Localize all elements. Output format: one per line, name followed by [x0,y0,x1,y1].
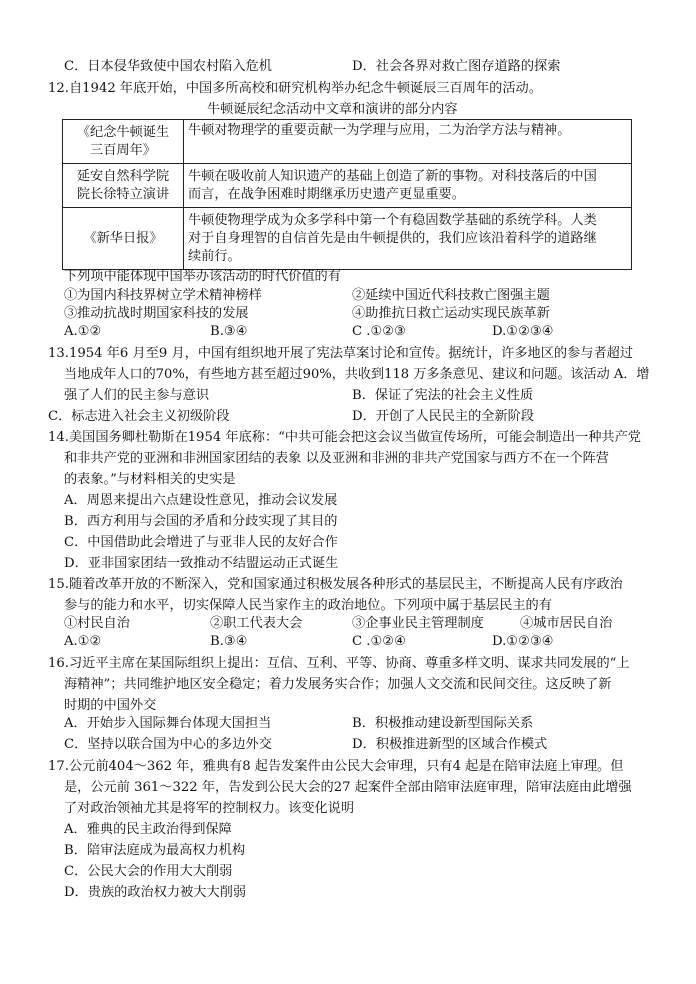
content-line: 续前行。 [188,248,241,264]
q13-option-c: C．标志进入社会主义初级阶段 [48,409,230,424]
q12-option-d: D.①②③④ [492,324,554,339]
q17-option-b: B．陪审法庭成为最高权力机构 [64,843,246,858]
q15-stem-line: 参与的能力和水平，切实保障人民当家作主的政治地位。下列项中属于基层民主的有 [64,598,552,613]
q15-item-2: ②职工代表大会 [210,616,303,631]
q12-table-caption: 牛顿诞辰纪念活动中文章和演讲的部分内容 [207,102,458,117]
q16-option-d: D．积极推进新型的区域合作模式 [352,737,548,752]
table-cell-source [63,120,184,164]
table-cell-content [184,120,632,164]
q12-item-3: ③推动抗战时期国家科技的发展 [64,306,249,321]
q17-option-d: D．贵族的政治权力被大大削弱 [64,885,247,900]
q14-option-d: D．亚非国家团结一致推动不结盟运动正式诞生 [64,556,339,571]
q15-item-1: ①村民自治 [64,616,130,631]
q12-stem: 12.自1942 年底开始，中国多所高校和研究机构举办纪念牛顿诞辰三百周年的活动。 [48,81,542,96]
q16-option-a: A．开始步入国际舞台体现大国担当 [64,716,272,731]
table-cell-content [184,208,632,270]
q15-option-c: C .①②④ [352,634,406,649]
q17-stem-line: 17.公元前404～362 年，雅典有8 起告发案件由公民大会审理，只有4 起是在陪审法庭上审理。但 [48,759,624,774]
q17-stem-line: 是，公元前 361～322 年，告发到公民大会的27 起案件全部由陪审法庭审理，陪审法庭由此增强 [64,780,632,795]
q17-option-a: A．雅典的民主政治得到保障 [64,822,232,837]
content-line: 而言，在战争困难时期继承历史遗产更显重要。 [188,186,465,202]
q14-option-c: C．中国借助此会增进了与亚非人民的友好合作 [64,535,338,550]
q14-stem-line: 14.美国国务卿杜勒斯在1954 年底称：“中共可能会把这会议当做宣传场所，可能会制造出一种共产党 [48,430,641,445]
table-cell-source [63,208,184,270]
q16-stem-line: 海精神”；共同维护地区安全稳定；着力发展务实合作；加强人文交流和民间交往。这反映了新 [64,677,612,692]
table-row [63,164,632,208]
q16-option-b: B．积极推动建设新型国际关系 [352,716,534,731]
q14-option-b: B．西方利用与会国的矛盾和分歧实现了其目的 [64,514,338,529]
q15-item-4: ④城市居民自治 [520,616,613,631]
q17-stem-line: 了对政治领袖尤其是将军的控制权力。该变化说明 [64,801,355,816]
content-line: 牛顿对物理学的重要贡献一为学理与应用，二为治学方法与精神。 [188,123,571,138]
table-row [63,208,632,270]
q11-option-d: D．社会各界对救亡图存道路的探索 [352,59,561,74]
q13-option-b: B．保证了宪法的社会主义性质 [352,388,534,403]
content-line: 牛顿在吸收前人知识遗产的基础上创造了新的事物。对科技落后的中国 [188,168,597,184]
q16-option-c: C．坚持以联合国为中心的多边外交 [64,737,272,752]
q12-item-1: ①为国内科技界树立学术精神榜样 [64,288,262,303]
q12-question: 下列项中能体现中国举办该活动的时代价值的有 [64,269,341,284]
q16-stem-line: 16.习近平主席在某国际组织上提出：互信、互利、平等、协商、尊重多样文明、谋求共同发展的“上 [48,656,630,671]
table-row [63,120,632,164]
q15-option-b: B.③④ [210,634,248,649]
q16-stem-line: 时期的中国外交 [64,698,157,713]
source-line: 《新华日报》 [83,230,163,246]
q13-option-d: D．开创了人民民主的全新阶段 [352,409,535,424]
content-line: 对于自身理智的自信首先是由牛顿提供的，我们应该沿着科学的道路继 [188,230,597,246]
source-line: 三百周年》 [90,142,156,158]
q12-item-2: ②延续中国近代科技救亡图强主题 [352,288,550,303]
q14-stem-line: 和非共产党的亚洲和非洲国家团结的表象 以及亚洲和非洲的非共产党国家与西方不在一个阵营 [64,451,609,466]
q14-stem-line: 的表象。”与材料相关的史实是 [64,472,236,487]
q13-stem-line: 当地成年人口的70%，有些地方甚至超过90%，共收到118 万多条意见、建议和问题。该活动 A．增 [64,367,650,382]
q17-option-c: C．公民大会的作用大大削弱 [64,864,233,879]
q12-quote-table [62,119,632,270]
source-line: 院长徐特立演讲 [76,186,170,202]
q12-option-b: B.③④ [210,324,248,339]
table-cell-content [184,164,632,208]
source-line: 延安自然科学院 [76,168,170,184]
q12-option-c: C .①②③ [352,324,406,339]
q13-stem-line: 13.1954 年6 月至9 月，中国有组织地开展了宪法草案讨论和宣传。据统计，许多地区的参与者超过 [48,346,634,361]
q15-option-d: D.①②③④ [492,634,554,649]
table-cell-source [63,164,184,208]
q15-stem-line: 15.随着改革开放的不断深入，党和国家通过积极发展各种形式的基层民主，不断提高人民有序政治 [48,577,623,592]
q15-option-a: A.①② [64,634,102,649]
source-line: 《纪念牛顿诞生 [76,124,170,140]
q12-item-4: ④助推抗日救亡运动实现民族革新 [352,306,550,321]
q13-stem-line: 强了人们的民主参与意识 [64,388,210,403]
q14-option-a: A．周恩来提出六点建设性意见，推动会议发展 [64,493,338,508]
q11-option-c: C．日本侵华致使中国农村陷入危机 [64,59,272,74]
q12-option-a: A.①② [64,324,102,339]
content-line: 牛顿使物理学成为众多学科中第一个有稳固数学基础的系统学科。人类 [188,212,597,228]
q15-item-3: ③企事业民主管理制度 [352,616,484,631]
